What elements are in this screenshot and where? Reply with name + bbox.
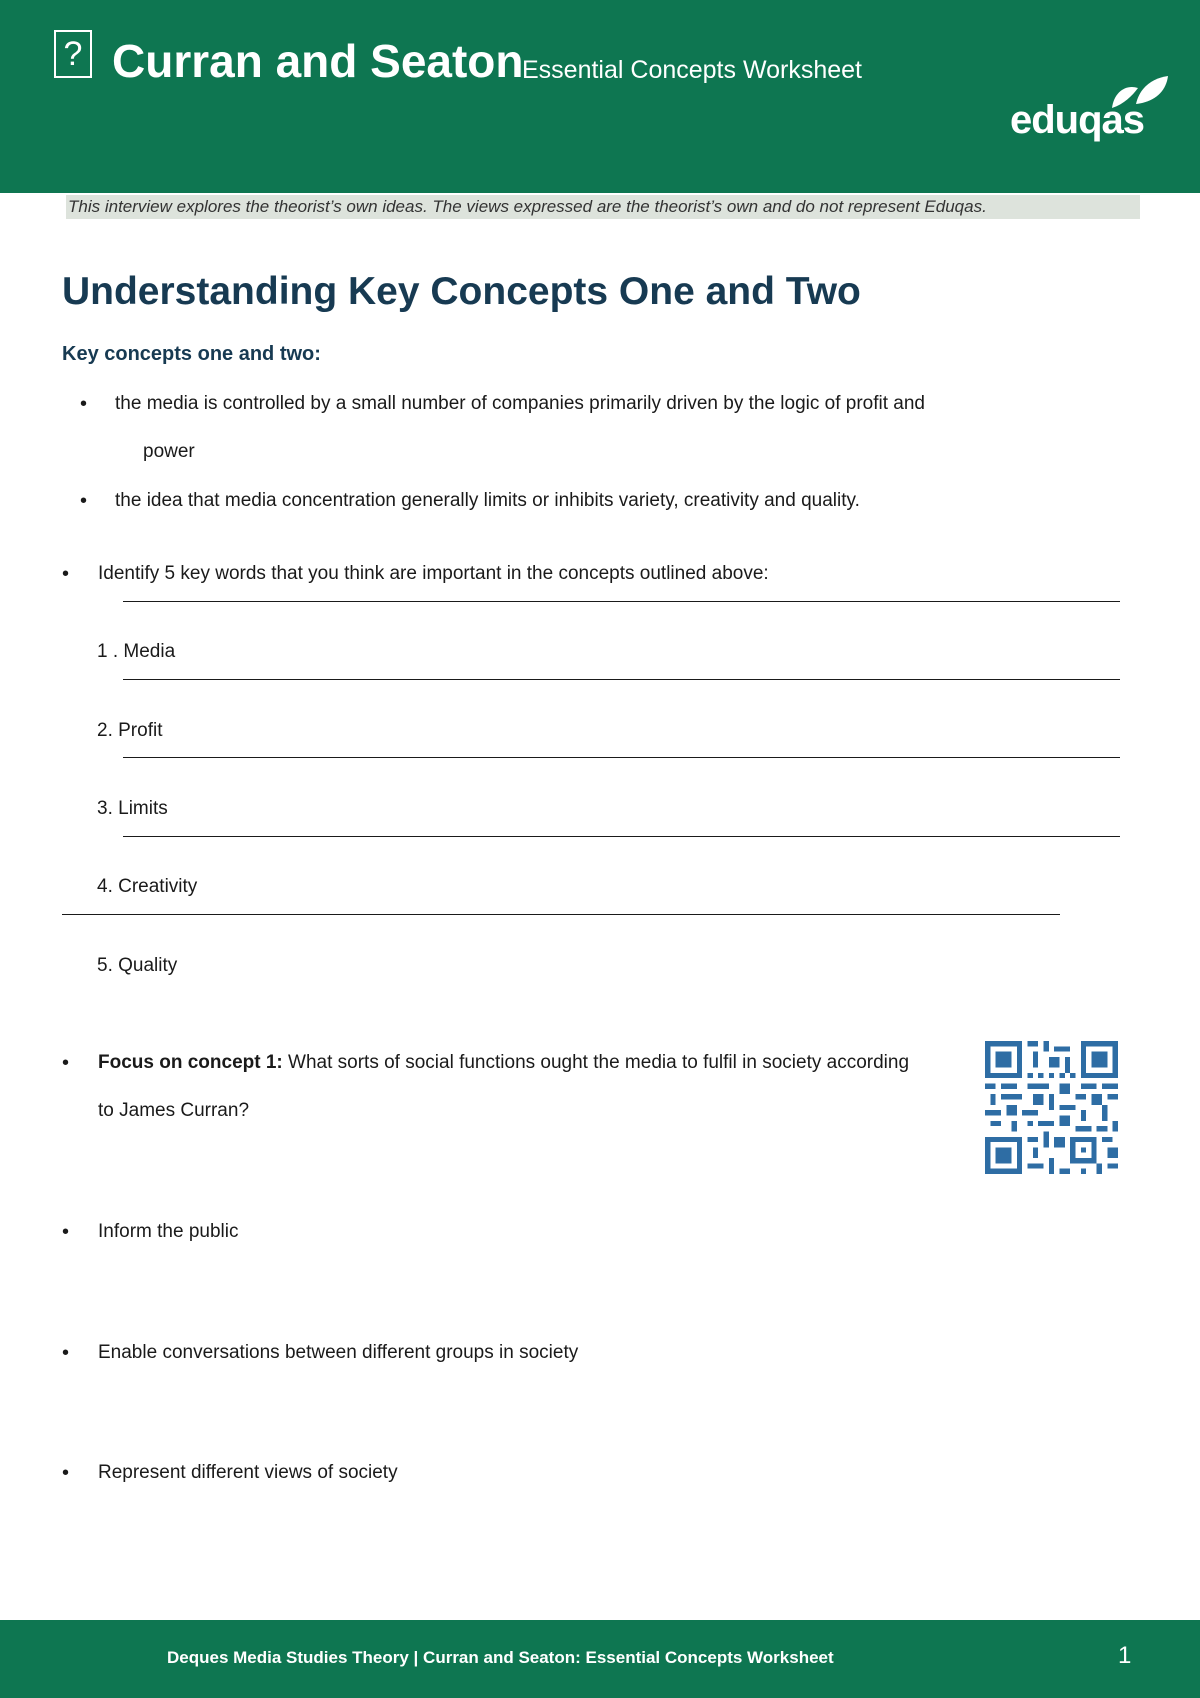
answer-3: 3. Limits	[97, 798, 168, 819]
answer-2: 2. Profit	[97, 720, 163, 741]
concept-item-2: the idea that media concentration generally limits or inhibits variety, creativity and quality.	[115, 490, 860, 511]
logo-text: eduqas	[1010, 98, 1145, 142]
concepts-heading: Key concepts one and two:	[62, 343, 321, 365]
missing-image-icon: ?	[54, 30, 92, 78]
page-number: 1	[1118, 1642, 1132, 1669]
answer-5: 5. Quality	[97, 955, 178, 976]
answer-line	[62, 914, 1060, 915]
page-title: Curran and Seaton	[112, 35, 524, 87]
page-subtitle: Essential Concepts Worksheet	[522, 56, 862, 84]
task2-question-line1: What sorts of social functions ought the media to fulfil in society according	[288, 1052, 910, 1073]
answer-4: 4. Creativity	[97, 876, 198, 897]
bullet-icon: •	[62, 1052, 70, 1074]
function-answer-3: Represent different views of society	[98, 1462, 398, 1483]
bullet-icon: •	[62, 1342, 70, 1364]
footer-banner	[0, 1620, 1200, 1698]
disclaimer-note: This interview explores the theorist’s own ideas. The views expressed are the theorist’s own and do not represent Eduqas.	[66, 195, 1140, 219]
answer-line	[123, 679, 1120, 680]
task2-question-line2: to James Curran?	[98, 1100, 250, 1121]
task1-prompt: Identify 5 key words that you think are important in the concepts outlined above:	[98, 563, 769, 584]
task2-label: Focus on concept 1:	[98, 1052, 283, 1073]
bullet-icon: •	[80, 393, 88, 415]
qr-code-icon[interactable]	[985, 1041, 1118, 1174]
answer-line	[123, 757, 1120, 758]
concept-item-1-continued: power	[143, 441, 195, 462]
eduqas-logo	[1010, 74, 1170, 154]
bullet-icon: •	[62, 1462, 70, 1484]
header-banner	[0, 0, 1200, 193]
bullet-icon: •	[62, 1221, 70, 1243]
footer-text: Deques Media Studies Theory | Curran and Seaton: Essential Concepts Worksheet	[167, 1648, 834, 1667]
bullet-icon: •	[80, 490, 88, 512]
answer-1: 1 . Media	[97, 641, 176, 662]
answer-line	[123, 601, 1120, 602]
task2-question	[98, 1051, 909, 1075]
function-answer-1: Inform the public	[98, 1221, 239, 1242]
section-heading: Understanding Key Concepts One and Two	[62, 270, 861, 313]
answer-line	[123, 836, 1120, 837]
concept-item-1: the media is controlled by a small number of companies primarily driven by the logic of profit and	[115, 393, 925, 414]
function-answer-2: Enable conversations between different groups in society	[98, 1342, 579, 1363]
bullet-icon: •	[62, 563, 70, 585]
